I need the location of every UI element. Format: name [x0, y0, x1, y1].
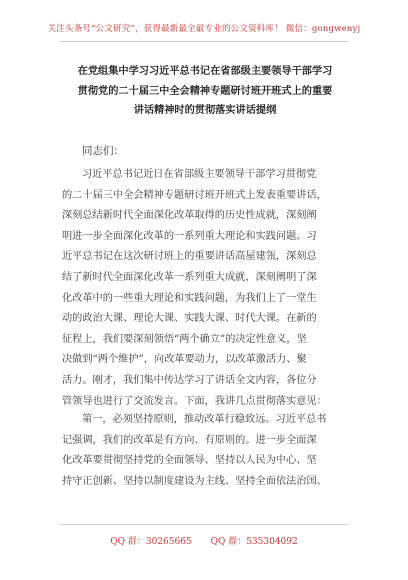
document-title — [62, 62, 348, 121]
paragraph-line: 动的政治大课、理论大课、实践大课、时代大课。在新的 — [62, 313, 317, 325]
body-paragraph-2 — [62, 410, 354, 492]
footer — [0, 534, 408, 547]
paragraph-line: 近平总书记在这次研讨班上的重要讲话高屋建瓴，深刻总 — [62, 251, 317, 263]
paragraph-line: 管领导也进行了交流发言。下面，我讲几点贯彻落实意见： — [62, 395, 327, 407]
paragraph-line: 习近平总书记近日在省部级主要领导干部学习贯彻党 — [82, 169, 317, 180]
salutation: 同志们： — [82, 145, 124, 157]
paragraph-line: 记强调，我们的改革是有方向、有原则的。进一步全面深 — [62, 434, 317, 446]
title-line: 贯彻党的二十届三中全会精神专题研讨班开班式上的重要 — [77, 84, 333, 97]
footer-qq-group-2: QQ 群：535304092 — [210, 537, 298, 547]
paragraph-line: 化改革中的一些重大理论和实践问题，为我们上了一堂生 — [62, 292, 317, 304]
paragraph-line: 决做到“两个维护”，向改革要动力，以改革激活力、聚 — [62, 354, 307, 366]
title-line: 在党组集中学习习近平总书记在省部级主要领导干部学习 — [77, 65, 333, 77]
paragraph-line: 结了新时代全面深化改革一系列重大成就，深刻阐明了深 — [62, 271, 317, 283]
body-paragraph-1 — [62, 165, 354, 412]
footer-divider — [60, 524, 348, 525]
paragraph-line: 第一，必须坚持原则，推动改革行稳致远。习近平总书 — [82, 414, 327, 425]
paragraph-line: 持守正创新、坚持以制度建设为主线、坚持全面依法治国、 — [62, 475, 327, 487]
paragraph-line: 深刻总结新时代全面深化改革取得的历史性成就，深刻阐 — [62, 210, 317, 222]
header-divider — [60, 41, 348, 42]
footer-qq-group-1: QQ 群：30265665 — [110, 537, 192, 547]
paragraph-line: 征程上，我们要深刻领悟“两个确立”的决定性意义，坚 — [62, 333, 307, 345]
paragraph-line: 活力。刚才，我们集中传达学习了讲话全文内容，各位分 — [62, 374, 317, 386]
paragraph-line: 的二十届三中全会精神专题研讨班开班式上发表重要讲话， — [62, 189, 327, 201]
title-line: 讲话精神时的贯彻落实讲话提纲 — [133, 104, 277, 116]
header-banner: 关注头条号“公文研究”，获得最新最全最专业的公文资料库！ 微信：gongwenyj — [47, 24, 361, 34]
paragraph-line: 明进一步全面深化改革的一系列重大理论和实践问题。习 — [62, 230, 317, 242]
paragraph-line: 化改革要贯彻坚持党的全面领导、坚持以人民为中心、坚 — [62, 455, 317, 467]
